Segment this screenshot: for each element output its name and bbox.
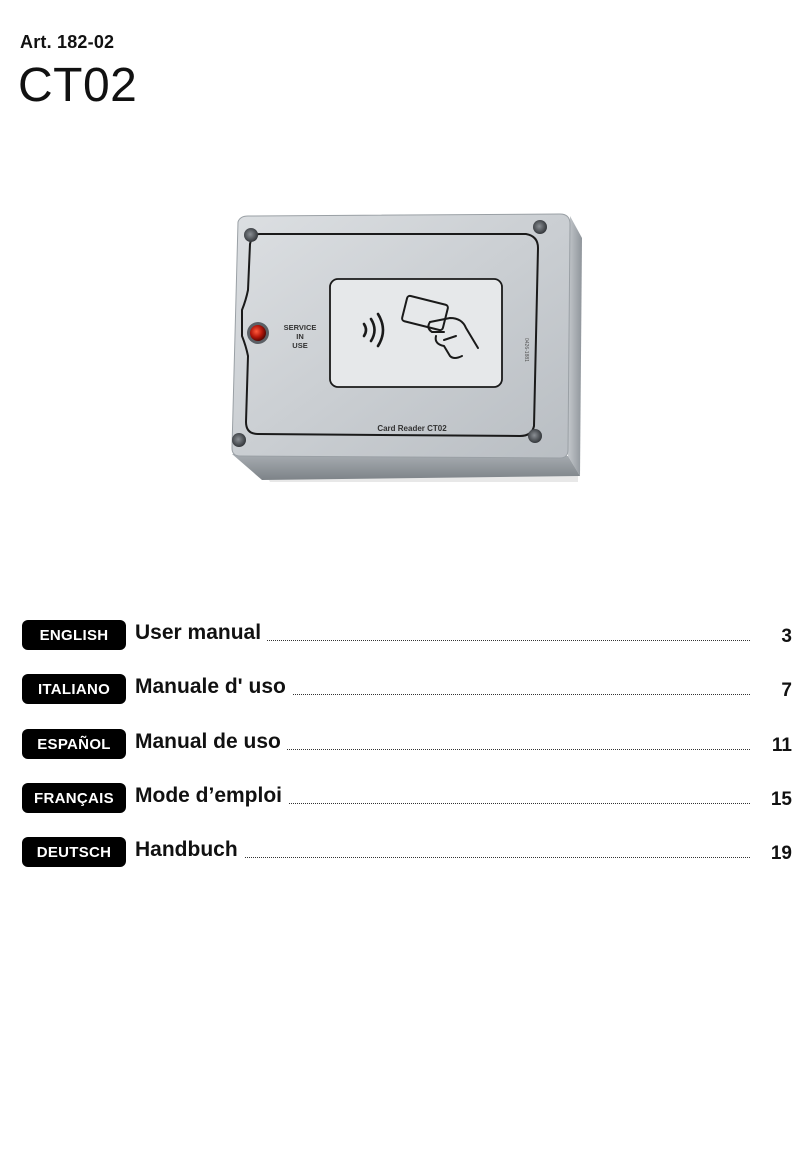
- toc-title: User manual: [135, 618, 267, 648]
- screw-icon: [244, 228, 258, 242]
- device-side-code: 0426-1881: [523, 338, 529, 362]
- language-badge: FRANÇAIS: [22, 783, 126, 813]
- toc-page-number: 11: [771, 735, 792, 756]
- toc-row-francais: [22, 781, 792, 815]
- led-indicator: [250, 325, 266, 341]
- screw-icon: [533, 220, 547, 234]
- toc-page-number: 3: [781, 626, 792, 647]
- language-badge: ESPAÑOL: [22, 729, 126, 759]
- toc-row-espanol: [22, 727, 792, 761]
- article-code: Art. 182-02: [20, 32, 115, 52]
- toc-row-english: [22, 618, 792, 652]
- language-badge: DEUTSCH: [22, 837, 126, 867]
- toc-row-italiano: [22, 672, 792, 706]
- toc-page-number: 7: [781, 680, 792, 701]
- screw-icon: [232, 433, 246, 447]
- toc-title: Mode d’emploi: [135, 781, 288, 811]
- toc-title: Manual de uso: [135, 727, 287, 757]
- toc-title: Handbuch: [135, 835, 244, 865]
- card-reader-image: [200, 200, 600, 500]
- led-label-line3: USE: [292, 341, 308, 350]
- screw-icon: [528, 429, 542, 443]
- toc-page-number: 19: [770, 843, 792, 864]
- toc-row-deutsch: [22, 835, 792, 869]
- model-title: CT02: [18, 59, 138, 112]
- toc-title: Manuale d' uso: [135, 672, 292, 702]
- language-badge: ITALIANO: [22, 674, 126, 704]
- language-badge: ENGLISH: [22, 620, 126, 650]
- toc-page-number: 15: [770, 789, 792, 810]
- led-label-line2: IN: [296, 332, 304, 341]
- device-caption: Card Reader CT02: [377, 424, 447, 433]
- led-label-line1: SERVICE: [283, 323, 317, 332]
